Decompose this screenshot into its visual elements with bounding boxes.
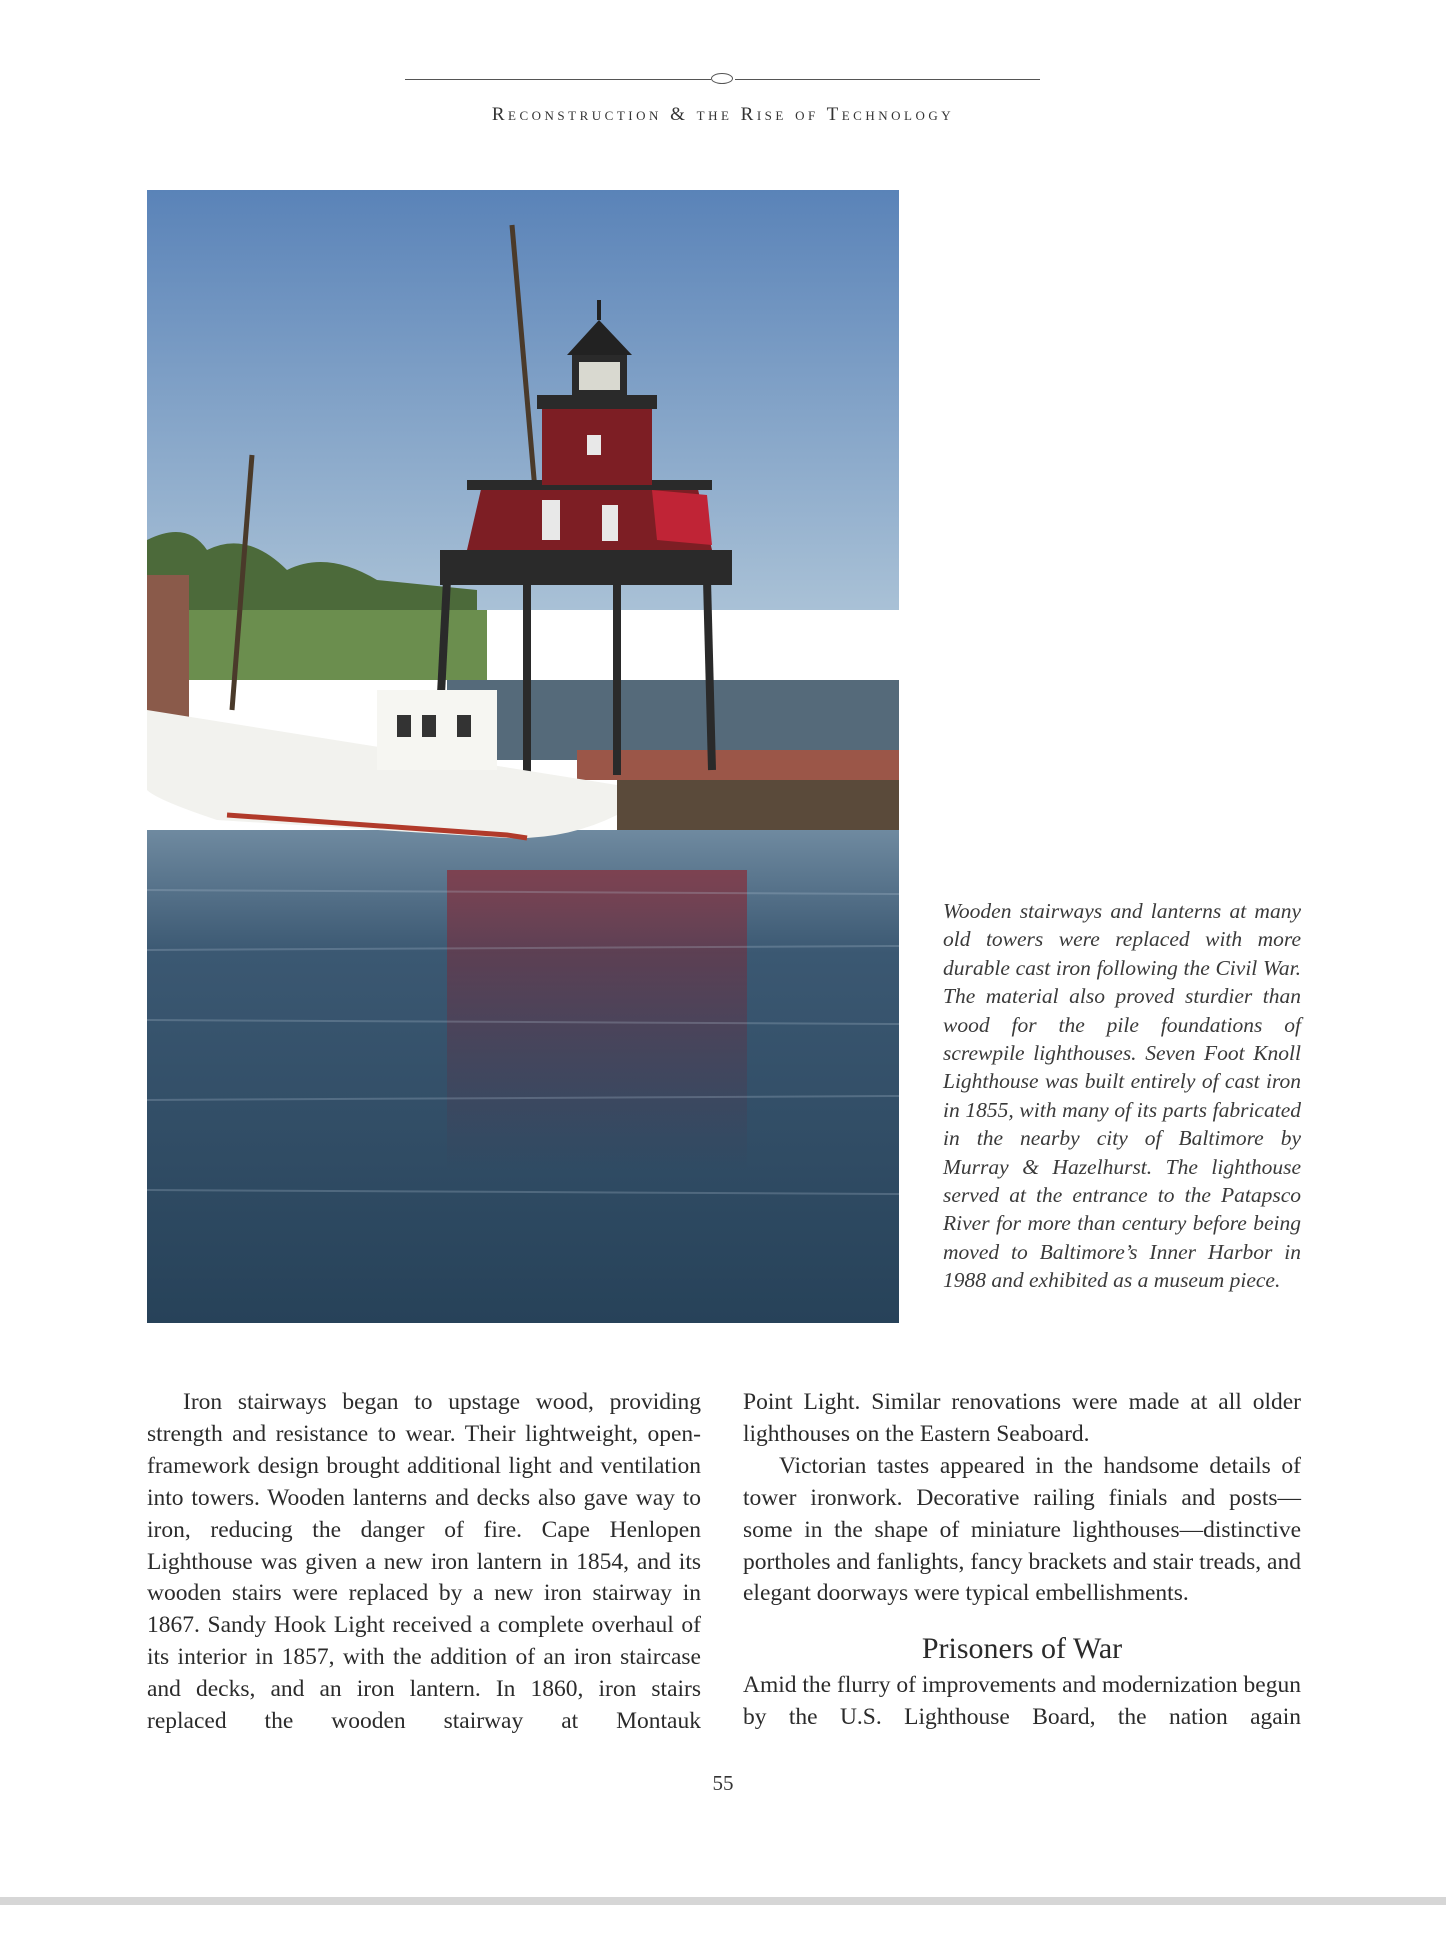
section-heading: Prisoners of War bbox=[921, 1632, 1123, 1666]
cabin-window bbox=[397, 715, 411, 737]
page-number: 55 bbox=[712, 1771, 734, 1795]
window bbox=[542, 500, 560, 540]
lighthouse-photo bbox=[147, 190, 899, 1323]
boat-cabin bbox=[377, 690, 497, 770]
photo-caption: Wooden stairways and lanterns at many old towers were replaced with more durable cast iron following the Civil War. The material also proved sturdier than wood for the pile foundations of screwpile lighthouses. Seven Foot Knoll Lighthouse was built entirely of cast iron in 1855, with many of its parts fabricated in the nearby city of Baltimore by Murray & Hazelhurst. The lighthouse served at the entrance to the Patapsco River for more than century before being moved to Baltimore’s Inner Harbor in 1988 and exhibited as a museum piece. bbox=[943, 899, 1301, 1293]
header-rule-left bbox=[405, 79, 711, 80]
walkway bbox=[577, 750, 899, 780]
tower-reflection bbox=[447, 870, 747, 1170]
building bbox=[147, 575, 189, 725]
lantern-glass bbox=[579, 362, 620, 390]
body-paragraph: Amid the flurry of improvements and modernization begun by the U.S. Lighthouse Board, the nation again bbox=[743, 1672, 1301, 1731]
viewer-bottom-bar bbox=[0, 1897, 1446, 1905]
header-ornament-icon bbox=[711, 73, 733, 84]
body-paragraph: Victorian tastes appeared in the handsome details of tower ironwork. Decorative railing finials and posts—some in the shape of miniature lighthouses—distinctive portholes and fanlights, fancy brackets and stair treads, and elegant doorways were typical embellishments. bbox=[743, 1452, 1301, 1607]
body-column-left bbox=[147, 1387, 701, 1738]
lighthouse-photo-illustration bbox=[147, 190, 899, 1323]
running-head: Reconstruction & the Rise of Technology bbox=[491, 104, 955, 125]
awning bbox=[652, 490, 712, 545]
window bbox=[602, 505, 618, 541]
body-column-right bbox=[743, 1387, 1301, 1734]
window bbox=[587, 435, 601, 455]
cabin-window bbox=[422, 715, 436, 737]
header-rule-right bbox=[735, 79, 1040, 80]
far-shore bbox=[447, 680, 899, 760]
upper-gallery bbox=[537, 395, 657, 409]
body-paragraph: Iron stairways began to upstage wood, providing strength and resistance to wear. Their lightweight, open-framework design brought additional light and ventilation into towers. Wooden lanterns and decks also gave way to iron, reducing the danger of fire. Cape Henlopen Lighthouse was given a new iron lantern in 1854, and its wooden stairs were replaced by a new iron stairway in 1867. Sandy Hook Light received a complete overhaul of its interior in 1857, with the addition of an iron staircase and decks, and an iron lantern. In 1860, iron stairs replaced the wooden stairway at Montauk bbox=[147, 1389, 701, 1735]
gallery-deck bbox=[440, 550, 732, 585]
cabin-window bbox=[457, 715, 471, 737]
body-paragraph: Point Light. Similar renovations were made at all older lighthouses on the Eastern Seaboard. bbox=[743, 1389, 1301, 1447]
